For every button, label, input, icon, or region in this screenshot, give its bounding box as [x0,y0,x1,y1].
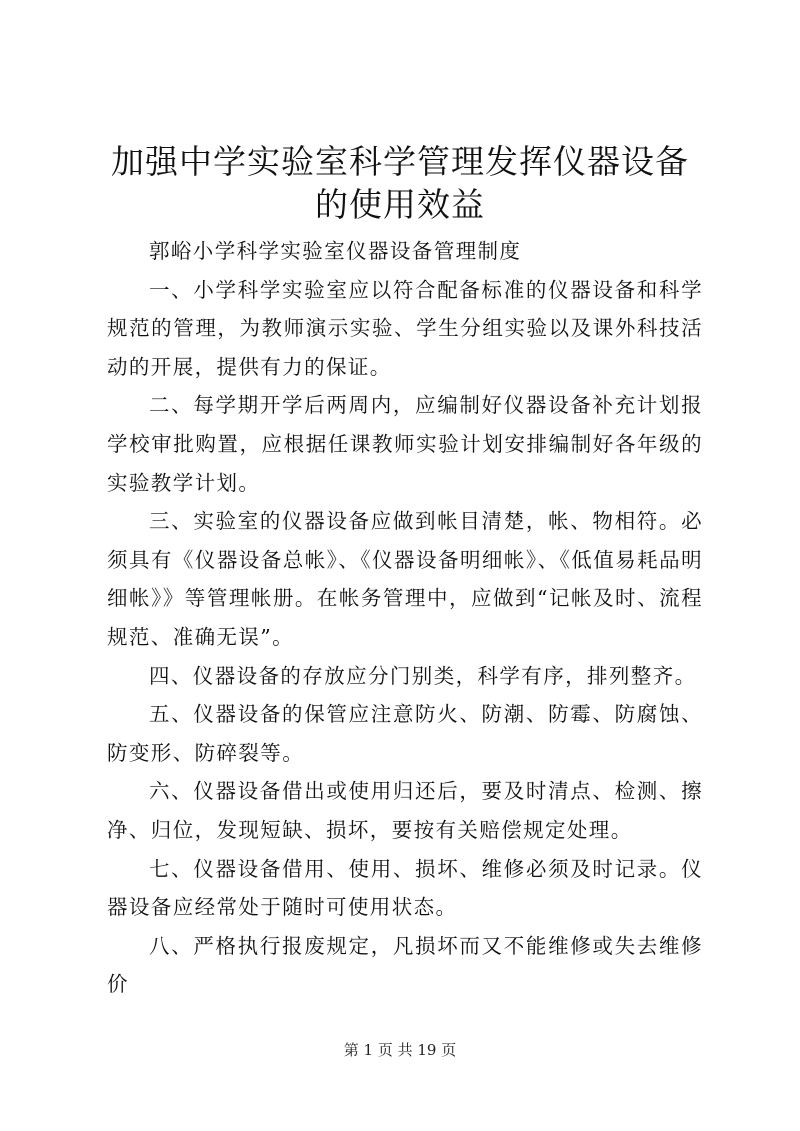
paragraph-6: 六、仪器设备借出或使用归还后，要及时清点、检测、擦净、归位，发现短缺、损坏，要按有关赔偿规定处理。 [107,779,703,842]
paragraph-5: 五、仪器设备的保管应注意防火、防潮、防霉、防腐蚀、防变形、防碎裂等。 [107,702,703,765]
paragraph-3: 三、实验室的仪器设备应做到帐目清楚，帐、物相符。必须具有《仪器设备总帐》、《仪器设备明细帐》、《低值易耗品明细帐》》等管理帐册。在帐务管理中，应做到“记帐及时、流程规范、准确无误”。 [107,509,703,649]
paragraph-2: 二、每学期开学后两周内，应编制好仪器设备补充计划报学校审批购置，应根据任课教师实验计划安排编制好各年级的实验教学计划。 [107,393,703,495]
document-title: 加强中学实验室科学管理发挥仪器设备的使用效益 [111,142,689,224]
paragraph-subtitle: 郭峪小学科学实验室仪器设备管理制度 [149,239,522,263]
page-number-footer: 第 1 页 共 19 页 [343,1041,457,1059]
paragraph-1: 一、小学科学实验室应以符合配备标准的仪器设备和科学规范的管理，为教师演示实验、学生分组实验以及课外科技活动的开展，提供有力的保证。 [107,277,703,379]
paragraph-4: 四、仪器设备的存放应分门别类，科学有序，排列整齐。 [149,663,697,688]
document-body [107,232,703,1004]
paragraph-7: 七、仪器设备借用、使用、损坏、维修必须及时记录。仪器设备应经常处于随时可使用状态。 [107,856,703,920]
paragraph-8: 八、严格执行报废规定，凡损坏而又不能维修或失去维修价 [107,933,703,997]
